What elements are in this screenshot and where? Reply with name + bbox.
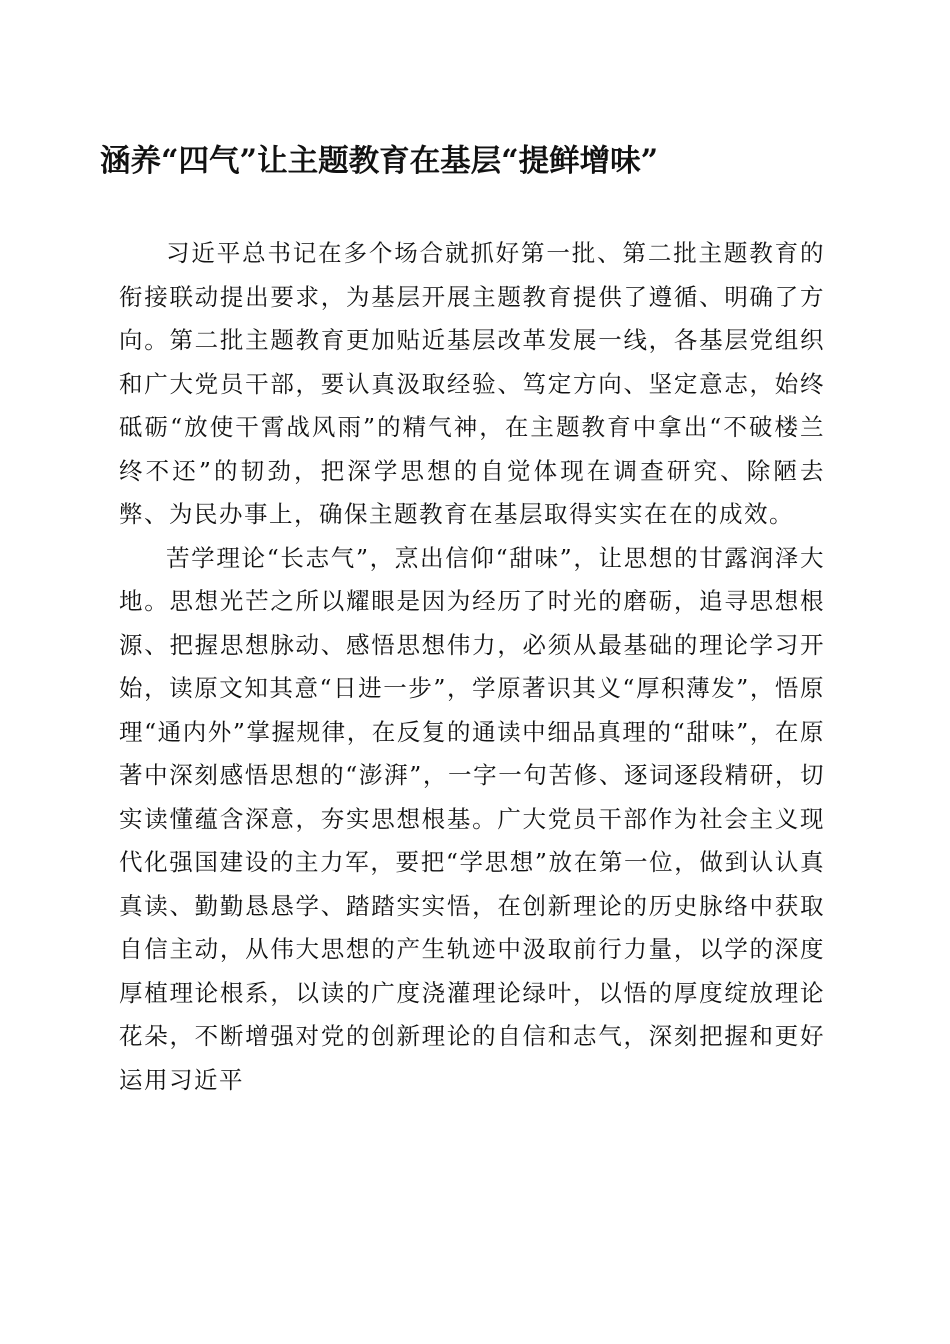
paragraph-1: 习近平总书记在多个场合就抓好第一批、第二批主题教育的衔接联动提出要求，为基层开展主题教育提供了遵循、明确了方向。第二批主题教育更加贴近基层改革发展一线，各基层党组织和广大党员干部，要认真汲取经验、笃定方向、坚定意志，始终砥砺“放使干霄战风雨”的精气神，在主题教育中拿出“不破楼兰终不还”的韧劲，把深学思想的自觉体现在调查研究、除陋去弊、为民办事上，确保主题教育在基层取得实实在在的成效。 [119,239,825,528]
page-title: 涵养“四气”让主题教育在基层“提鲜增味” [100,143,659,179]
document-body [119,232,825,1102]
paragraph-2: 苦学理论“长志气”，烹出信仰“甜味”，让思想的甘露润泽大地。思想光芒之所以耀眼是因为经历了时光的磨砺，追寻思想根源、把握思想脉动、感悟思想伟力，必须从最基础的理论学习开始，读原文知其意“日进一步”，学原著识其义“厚积薄发”，悟原理“通内外”掌握规律，在反复的通读中细品真理的“甜味”，在原著中深刻感悟思想的“澎湃”，一字一句苦修、逐词逐段精研，切实读懂蕴含深意，夯实思想根基。广大党员干部作为社会主义现代化强国建设的主力军，要把“学思想”放在第一位，做到认认真真读、勤勤恳恳学、踏踏实实悟，在创新理论的历史脉络中获取自信主动，从伟大思想的产生轨迹中汲取前行力量，以学的深度厚植理论根系，以读的广度浇灌理论绿叶，以悟的厚度绽放理论花朵，不断增强对党的创新理论的自信和志气，深刻把握和更好运用习近平 [119,543,825,1094]
